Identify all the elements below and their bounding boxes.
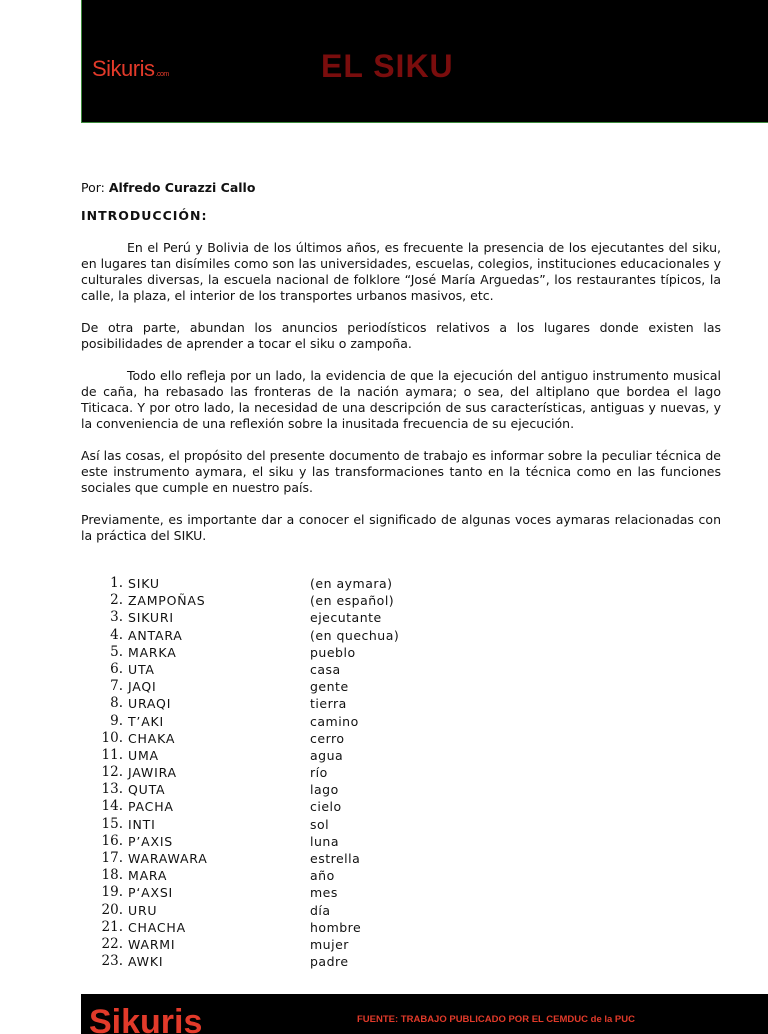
aymara-term: JAWIRA (128, 765, 177, 781)
item-number: 11. (101, 746, 123, 763)
term-meaning: tierra (310, 696, 347, 712)
aymara-term: UMA (128, 747, 159, 763)
vocabulary-item (81, 936, 501, 953)
vocabulary-item (81, 661, 501, 678)
paragraph: Todo ello refleja por un lado, la evidencia de que la ejecución del antiguo instrumento musical de caña, ha rebasado las fronteras de la nación aymara; o sea, del altiplano que bordea el lago Titicaca. Y por otro lado, la necesidad de una descripción de sus características, antiguas y nuevas, y la conveniencia de una reflexión sobre la inusitada frecuencia de su ejecución. (81, 368, 721, 431)
term-meaning: mes (310, 885, 338, 901)
item-number: 3. (110, 609, 123, 626)
item-number: 13. (101, 781, 123, 798)
vocabulary-item (81, 713, 501, 730)
aymara-term: MARA (128, 868, 168, 884)
aymara-term: ZAMPOÑAS (128, 593, 206, 609)
aymara-term: P’AXIS (128, 833, 174, 849)
aymara-term: URAQI (128, 696, 172, 712)
section-heading: INTRODUCCIÓN: (81, 208, 208, 223)
term-meaning: lago (310, 782, 339, 798)
aymara-term: CHAKA (128, 730, 176, 746)
vocabulary-item (81, 575, 501, 592)
item-number: 7. (110, 678, 123, 695)
vocabulary-item (81, 816, 501, 833)
vocabulary-item (81, 730, 501, 747)
aymara-term: UTA (128, 661, 155, 677)
aymara-term: QUTA (128, 782, 166, 798)
item-number: 16. (101, 832, 123, 849)
logo-domain-suffix: .com (155, 71, 169, 78)
page-header (81, 0, 768, 123)
term-meaning: cielo (310, 799, 342, 815)
term-meaning: luna (310, 833, 339, 849)
term-meaning: cerro (310, 730, 345, 746)
term-meaning: estrella (310, 851, 361, 866)
item-number: 22. (101, 935, 123, 952)
aymara-term: PACHA (128, 799, 174, 815)
term-meaning: mujer (310, 936, 349, 952)
source-note: FUENTE: TRABAJO PUBLICADO POR EL CEMDUC de la PUC (357, 1014, 635, 1025)
aymara-term: SIKU (128, 576, 160, 591)
aymara-term: CHACHA (128, 919, 186, 935)
page-footer (81, 994, 768, 1034)
item-number: 12. (101, 764, 123, 781)
item-number: 18. (101, 867, 123, 884)
vocabulary-item (81, 798, 501, 815)
aymara-term: ANTARA (128, 627, 183, 643)
item-number: 9. (110, 712, 123, 729)
vocabulary-item (81, 747, 501, 764)
term-meaning: ejecutante (310, 610, 382, 626)
aymara-term: URU (128, 902, 158, 918)
term-meaning: (en aymara) (310, 576, 393, 591)
term-meaning: agua (310, 747, 344, 763)
vocabulary-item (81, 902, 501, 919)
item-number: 5. (110, 643, 123, 660)
term-meaning: día (310, 902, 331, 918)
vocabulary-item (81, 884, 501, 901)
item-number: 1. (110, 575, 123, 591)
item-number: 15. (101, 815, 123, 832)
vocabulary-item (81, 695, 501, 712)
term-meaning: padre (310, 954, 349, 970)
author-name: Alfredo Curazzi Callo (108, 180, 256, 195)
vocabulary-item (81, 627, 501, 644)
paragraph: Así las cosas, el propósito del presente documento de trabajo es informar sobre la peculiar técnica de este instrumento aymara, el siku y las transformaciones tanto en la técnica como en las funciones sociales que cumple en nuestro país. (81, 448, 721, 495)
aymara-term: MARKA (128, 644, 177, 660)
term-meaning: río (310, 765, 328, 781)
vocabulary-item (81, 764, 501, 781)
author-line (81, 180, 721, 196)
aymara-term: WARMI (128, 936, 176, 952)
term-meaning: casa (310, 661, 341, 677)
document-body (81, 180, 721, 560)
item-number: 14. (101, 798, 123, 815)
vocabulary-list (81, 575, 501, 970)
vocabulary-item (81, 644, 501, 661)
term-meaning: hombre (310, 919, 362, 935)
item-number: 2. (110, 592, 123, 609)
logo-text: Sikuris (92, 56, 155, 81)
paragraph: De otra parte, abundan los anuncios periodísticos relativos a los lugares donde existen las posibilidades de aprender a tocar el siku o zampoña. (81, 320, 721, 351)
term-meaning: gente (310, 679, 349, 695)
item-number: 17. (101, 850, 123, 866)
item-number: 4. (110, 626, 123, 643)
term-meaning: año (310, 868, 335, 884)
term-meaning: (en quechua) (310, 627, 400, 643)
vocabulary-item (81, 781, 501, 798)
item-number: 20. (101, 901, 123, 918)
paragraph: En el Perú y Bolivia de los últimos años, es frecuente la presencia de los ejecutantes del siku, en lugares tan disímiles como son las universidades, escuelas, colegios, instituciones educacionales y culturales diversas, la escuela nacional de folklore “José María Arguedas”, los restaurantes típicos, la calle, la plaza, el interior de los transportes urbanos masivos, etc. (81, 240, 721, 303)
vocabulary-item (81, 953, 501, 970)
site-logo[interactable] (92, 56, 169, 82)
item-number: 21. (101, 918, 123, 935)
vocabulary-item (81, 919, 501, 936)
paragraph: Previamente, es importante dar a conocer el significado de algunas voces aymaras relacionadas con la práctica del SIKU. (81, 512, 721, 543)
term-meaning: camino (310, 713, 359, 729)
term-meaning: sol (310, 816, 330, 832)
aymara-term: AWKI (128, 954, 164, 970)
item-number: 8. (110, 695, 123, 712)
aymara-term: JAQI (128, 679, 157, 695)
item-number: 23. (101, 953, 123, 970)
document-title: EL SIKU (321, 48, 454, 84)
aymara-term: INTI (128, 816, 156, 832)
item-number: 6. (110, 660, 123, 677)
aymara-term: P‘AXSI (128, 885, 174, 901)
aymara-term: SIKURI (128, 610, 174, 626)
vocabulary-item (81, 850, 501, 867)
aymara-term: T’AKI (128, 713, 165, 729)
term-meaning: pueblo (310, 644, 356, 660)
footer-logo: Sikuris (89, 1003, 203, 1034)
item-number: 19. (101, 884, 123, 901)
item-number: 10. (101, 729, 123, 746)
vocabulary-item (81, 592, 501, 609)
vocabulary-item (81, 867, 501, 884)
author-label: Por: (81, 180, 105, 195)
vocabulary-item (81, 678, 501, 695)
term-meaning: (en español) (310, 593, 395, 609)
aymara-term: WARAWARA (128, 851, 208, 866)
vocabulary-item (81, 833, 501, 850)
vocabulary-item (81, 609, 501, 626)
